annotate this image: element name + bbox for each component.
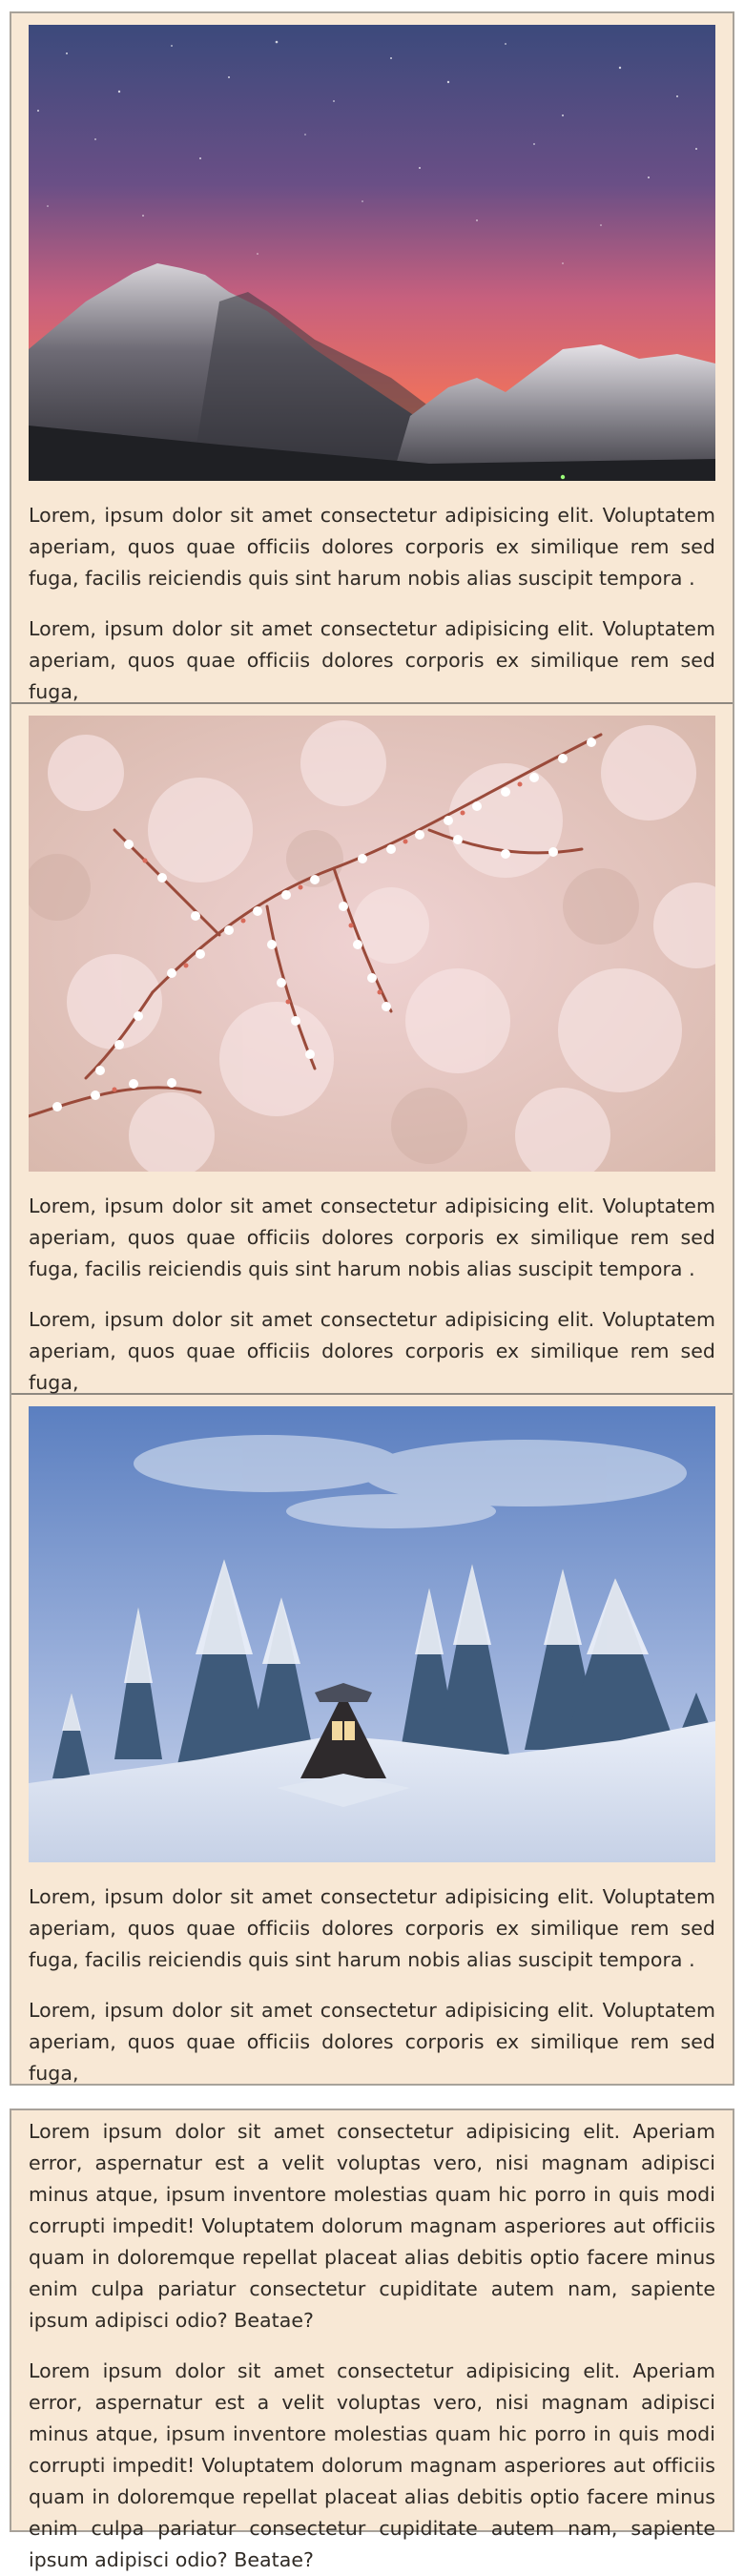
- notes-paragraph-2: Lorem ipsum dolor sit amet consectetur adipisicing elit. Aperiam error, aspernatur est a velit voluptas vero, nisi magnam adipisci minus atque, ipsum inventore molestias quam hic porro in quis modi corrupti impedit! Voluptatem dolorum magnam asperiores aut officiis quam in doloremque repellat placeat alias debitis optio facere minus enim culpa pariatur consectetur cupiditate autem nam, sapiente ipsum adipisci odio? Beatae?: [29, 2359, 715, 2571]
- card-paragraph-2: Lorem, ipsum dolor sit amet consectetur adipisicing elit. Voluptatem aperiam, quos quae officiis dolores corporis ex similique rem sed fuga,: [29, 617, 715, 703]
- mountain-photo: [29, 25, 715, 481]
- mountain-image: [29, 25, 715, 481]
- blossom-photo: [29, 716, 715, 1172]
- card-paragraph-1: Lorem, ipsum dolor sit amet consectetur adipisicing elit. Voluptatem aperiam, quos quae officiis dolores corporis ex similique rem sed fuga, facilis reiciendis quis sint harum nobis alias suscipit tempora .: [29, 1885, 715, 1971]
- notes-panel: [10, 2109, 734, 2571]
- card-paragraph-2: Lorem, ipsum dolor sit amet consectetur adipisicing elit. Voluptatem aperiam, quos quae officiis dolores corporis ex similique rem sed fuga,: [29, 1308, 715, 1394]
- blossom-image: [29, 716, 715, 1172]
- cabin-image: [29, 1406, 715, 1862]
- card-snow-cabin: [11, 1395, 733, 2084]
- card-paragraph-1: Lorem, ipsum dolor sit amet consectetur adipisicing elit. Voluptatem aperiam, quos quae officiis dolores corporis ex similique rem sed fuga, facilis reiciendis quis sint harum nobis alias suscipit tempora .: [29, 504, 715, 590]
- card-blossoms: [11, 704, 733, 1395]
- card-mountains: [11, 13, 733, 704]
- card-stack: [10, 11, 734, 2086]
- card-paragraph-2: Lorem, ipsum dolor sit amet consectetur adipisicing elit. Voluptatem aperiam, quos quae officiis dolores corporis ex similique rem sed fuga,: [29, 1999, 715, 2085]
- card-paragraph-1: Lorem, ipsum dolor sit amet consectetur adipisicing elit. Voluptatem aperiam, quos quae officiis dolores corporis ex similique rem sed fuga, facilis reiciendis quis sint harum nobis alias suscipit tempora .: [29, 1195, 715, 1280]
- cabin-photo: [29, 1406, 715, 1862]
- notes-paragraph-1: Lorem ipsum dolor sit amet consectetur adipisicing elit. Aperiam error, aspernatur est a velit voluptas vero, nisi magnam adipisci minus atque, ipsum inventore molestias quam hic porro in quis modi corrupti impedit! Voluptatem dolorum magnam asperiores aut officiis quam in doloremque repellat placeat alias debitis optio facere minus enim culpa pariatur consectetur cupiditate autem nam, sapiente ipsum adipisci odio? Beatae?: [29, 2120, 715, 2332]
